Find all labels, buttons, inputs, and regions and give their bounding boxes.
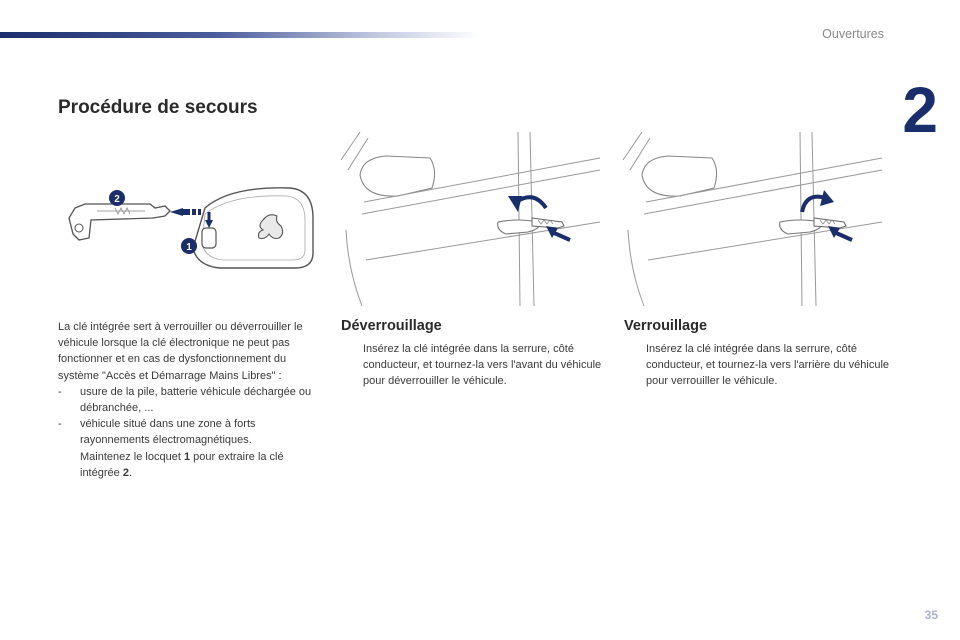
page-number: 35 <box>924 608 938 622</box>
list-item-text: usure de la pile, batterie véhicule déchargée ou débranchée, ... <box>80 385 312 415</box>
lock-section <box>624 341 889 390</box>
unlock-door-illustration <box>338 130 603 308</box>
action-item: Maintenez le locquet 1 pour extraire la clé intégrée 2. <box>58 449 320 481</box>
lock-door-illustration <box>620 130 885 308</box>
dash-mark: - <box>58 385 62 398</box>
locquet-number: 1 <box>183 450 191 463</box>
chapter-number: 2 <box>902 74 938 146</box>
unlock-section <box>341 341 606 390</box>
action-bullet-icon <box>341 341 363 390</box>
intro-section <box>58 319 320 481</box>
extract-arrow-icon <box>170 208 183 216</box>
intro-paragraph: La clé intégrée sert à verrouiller ou déverrouiller le véhicule lorsque la clé électronique ne peut pas fonctionner et en cas de dysfonctionnement du système "Accès et Démarrage Mains Libres" : <box>58 321 303 382</box>
unlock-instruction: Insérez la clé intégrée dans la serrure, côté conducteur, et tournez-la vers l'avant du véhicule pour déverrouiller le véhicule. <box>363 343 602 388</box>
list-item-text: véhicule situé dans une zone à forts rayonnements électromagnétiques. <box>80 418 256 447</box>
key-fob-illustration <box>55 178 320 278</box>
chapter-label: Ouvertures <box>822 27 884 41</box>
action-bullet-icon <box>58 449 80 481</box>
key-number: 2 <box>122 466 129 479</box>
list-item <box>58 384 320 416</box>
header-color-bar <box>0 32 480 38</box>
action-item <box>341 341 606 390</box>
action-item <box>624 341 889 390</box>
list-item <box>58 416 320 448</box>
page-title: Procédure de secours <box>58 97 258 118</box>
dash-mark: - <box>58 418 62 431</box>
unlock-title: Déverrouillage <box>341 318 442 334</box>
action-bullet-icon <box>624 341 646 390</box>
lock-instruction: Insérez la clé intégrée dans la serrure, côté conducteur, et tournez-la vers l'arrière du véhicule pour verrouiller le véhicule. <box>646 343 890 388</box>
callout-one: 1 <box>186 242 192 253</box>
lock-title: Verrouillage <box>624 318 708 334</box>
callout-two: 2 <box>114 194 120 205</box>
